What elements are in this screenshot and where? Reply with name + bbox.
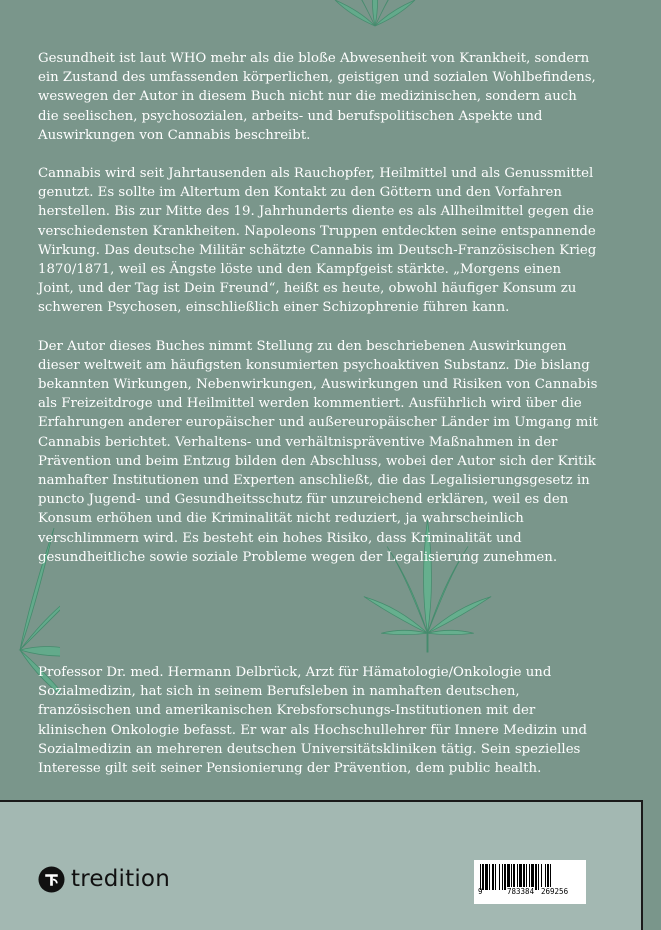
- barcode-digits-right: 269256: [541, 887, 569, 896]
- barcode-bar: [538, 864, 539, 890]
- description-paragraph-2: Cannabis wird seit Jahrtausenden als Rauchopfer, Heilmittel und als Genussmittel genutzt. Es sollte im Altertum den Kontakt zu den Göttern und den Vorfahren herstellen. Bis zur Mitte des 19. Jahrhunderts diente es als Allheilmittel gegen die verschiedensten Krankheiten. Napoleons Truppen entdeckten seine entspannende Wirkung. Das deutsche Militär schätzte Cannabis im Deutsch-Französischen Krieg 1870/1871, weil es Ängste löste und den Kampfgeist stärkte. „Morgens einen Joint, und der Tag ist Dein Freund“, heißt es heute, obwohl häufiger Konsum zu schweren Psychosen, einschließlich einer Schizophrenie führen kann.: [38, 166, 597, 316]
- barcode-bar: [499, 864, 500, 890]
- barcode-bar: [489, 864, 490, 890]
- cannabis-leaf-icon-top: [330, 0, 420, 34]
- barcode-bar: [485, 864, 488, 890]
- barcode-bar: [495, 864, 496, 890]
- cover-footer-band: [0, 800, 643, 930]
- barcode-bar: [502, 864, 503, 890]
- barcode-bar: [535, 864, 537, 890]
- isbn-barcode: [474, 860, 586, 904]
- publisher-logo: [38, 865, 170, 893]
- barcode-digits-left: 783384: [507, 887, 535, 896]
- publisher-name: tredition: [71, 866, 170, 892]
- barcode-bar: [492, 864, 494, 890]
- tredition-logo-icon: [38, 866, 65, 893]
- barcode-digit-first: 9: [478, 887, 483, 896]
- author-biography: [38, 663, 600, 797]
- description-paragraph-3: Der Autor dieses Buches nimmt Stellung zu den beschriebenen Auswirkungen dieser weltweit am häufigsten konsumierten psychoaktiven Substanz. Die bislang bekannten Wirkungen, Nebenwirkungen, Auswirkungen und Risiken von Cannabis als Freizeitdroge und Heilmittel werden kommentiert. Ausführlich wird über die Erfahrungen anderer europäischer und außereuropäischer Länder im Umgang mit Cannabis berichtet. Verhaltens- und verhältnispräventive Maßnahmen in der Prävention und beim Entzug bilden den Abschluss, wobei der Autor sich der Kritik namhafter Institutionen und Experten anschließt, die das Legalisierungsgesetz in puncto Jugend- und Gesundheitsschutz für unzureichend erklären, weil es den Konsum erhöhen und die Kriminalität nicht reduziert, ja wahrscheinlich verschlimmern wird. Es besteht ein hohes Risiko, dass Kriminalität und gesundheitliche sowie soziale Probleme wegen der Legalisierung zunehmen.: [38, 338, 598, 565]
- author-bio-paragraph: Professor Dr. med. Hermann Delbrück, Arzt für Hämatologie/Onkologie und Sozialmedizin, hat sich in seinem Berufsleben in namhaften deutschen, französischen und amerikanischen Krebsforschungs-Institutionen mit der klinischen Onkologie befasst. Er war als Hochschullehrer für Innere Medizin und Sozialmedizin an mehreren deutschen Universitätskliniken tätig. Sein spezielles Interesse gilt seit seiner Pensionierung der Prävention, dem public health.: [38, 665, 588, 777]
- description-paragraph-1: Gesundheit ist laut WHO mehr als die bloße Abwesenheit von Krankheit, sondern ein Zustand des umfassenden körperlichen, geistigen und sozialen Wohlbefindens, weswegen der Autor in diesem Buch nicht nur die medizinischen, sondern auch die seelischen, psychosozialen, arbeits- und berufspolitischen Aspekte und Auswirkungen von Cannabis beschreibt.: [38, 51, 596, 143]
- book-description: [38, 49, 600, 586]
